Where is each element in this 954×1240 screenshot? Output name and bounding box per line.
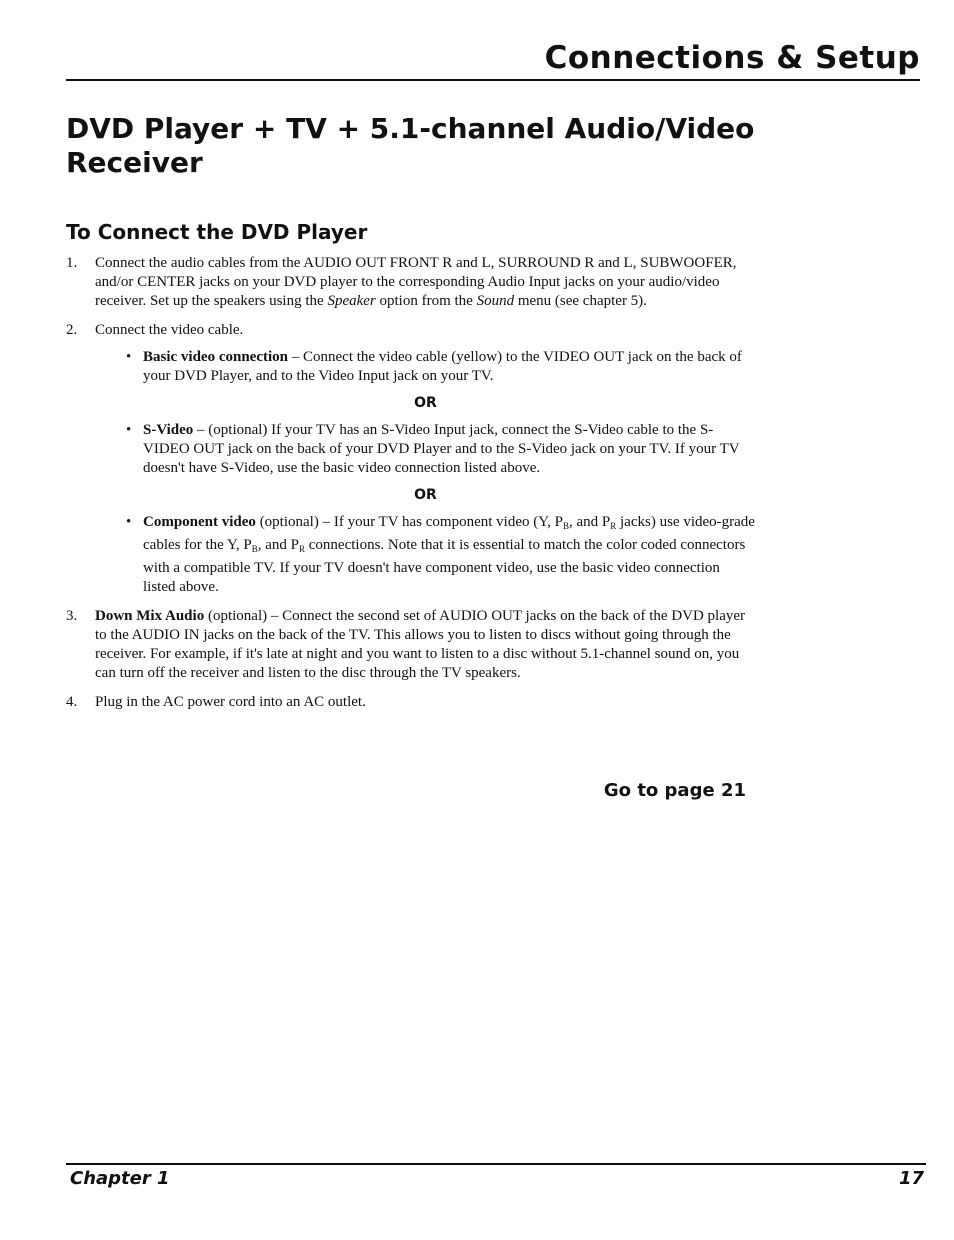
or-separator: OR [414, 395, 437, 411]
subscript-r: R [610, 521, 617, 531]
page-title: DVD Player + TV + 5.1-channel Audio/Video Receiver [66, 112, 755, 179]
bullet-icon: • [126, 349, 132, 365]
instructions [66, 254, 756, 722]
bullet-text: connections. Note that it is essential to match the color coded connectors with a compatible TV. If your TV doesn't have component video, use the basic video connection listed above. [143, 537, 746, 595]
step-number: 4. [66, 694, 78, 710]
bullet-text: jacks) use video-grade cables for the Y, P [143, 514, 755, 553]
bullet-text: , and P [569, 514, 611, 530]
step-text: menu (see chapter 5). [514, 293, 647, 309]
step-text: (optional) – Connect the second set of AUDIO OUT jacks on the back of the DVD player to the AUDIO IN jacks on the back of the TV. This allows you to listen to discs without going through the receiver. For example, if it's late at night and you want to listen to a disc without 5.1-channel sound on, you can turn off the receiver and listen to the disc through the TV speakers. [95, 608, 746, 681]
bullet-text: (optional) – If your TV has component video (Y, P [255, 514, 563, 530]
subscript-b: B [251, 544, 258, 554]
step-3 [66, 607, 756, 683]
subscript-r: R [299, 544, 306, 554]
bullet-s-video [95, 421, 756, 478]
step-1 [66, 254, 756, 311]
bullet-heading: Basic video connection [143, 349, 288, 365]
bullet-text: , and P [257, 537, 299, 553]
section-title: To Connect the DVD Player [66, 220, 368, 244]
header-rule [66, 79, 920, 81]
or-separator: OR [414, 487, 437, 503]
step-number: 1. [66, 255, 78, 271]
bullet-component-video [95, 513, 756, 597]
step-text: Connect the audio cables from the AUDIO OUT FRONT R and L, SURROUND R and L, SUBWOOFER, and/or CENTER jacks on your DVD player to the corresponding Audio Input jacks on your audio/video receiver. Set up the speakers using the [95, 255, 737, 309]
running-header: Connections & Setup [544, 40, 920, 76]
step-text: Plug in the AC power cord into an AC outlet. [95, 694, 366, 710]
step-number: 3. [66, 608, 78, 624]
step-2 [66, 321, 756, 597]
bullet-heading: S-Video [143, 422, 194, 438]
footer-rule [66, 1163, 926, 1165]
bullet-basic-video [95, 348, 756, 386]
subscript-b: B [562, 521, 569, 531]
step-text: option from the [375, 293, 477, 309]
sound-menu: Sound [476, 293, 515, 309]
bullet-icon: • [126, 514, 132, 530]
footer-chapter: Chapter 1 [70, 1168, 170, 1189]
speaker-option: Speaker [327, 293, 376, 309]
bullet-icon: • [126, 422, 132, 438]
bullet-heading: Component video [143, 514, 256, 530]
step-4 [66, 693, 756, 712]
step-number: 2. [66, 322, 78, 338]
step-heading: Down Mix Audio [95, 608, 205, 624]
page-number: 17 [898, 1168, 924, 1189]
go-to-page-link: Go to page 21 [603, 780, 746, 801]
bullet-text: – Connect the video cable (yellow) to the VIDEO OUT jack on the back of your DVD Player, and to the Video Input jack on your TV. [143, 349, 742, 384]
step-text: Connect the video cable. [95, 322, 244, 338]
bullet-text: – (optional) If your TV has an S-Video Input jack, connect the S-Video cable to the S-VIDEO OUT jack on the back of your DVD Player and to the S-Video jack on your TV. If your TV doesn't have S-Video, use the basic video connection listed above. [143, 422, 740, 476]
